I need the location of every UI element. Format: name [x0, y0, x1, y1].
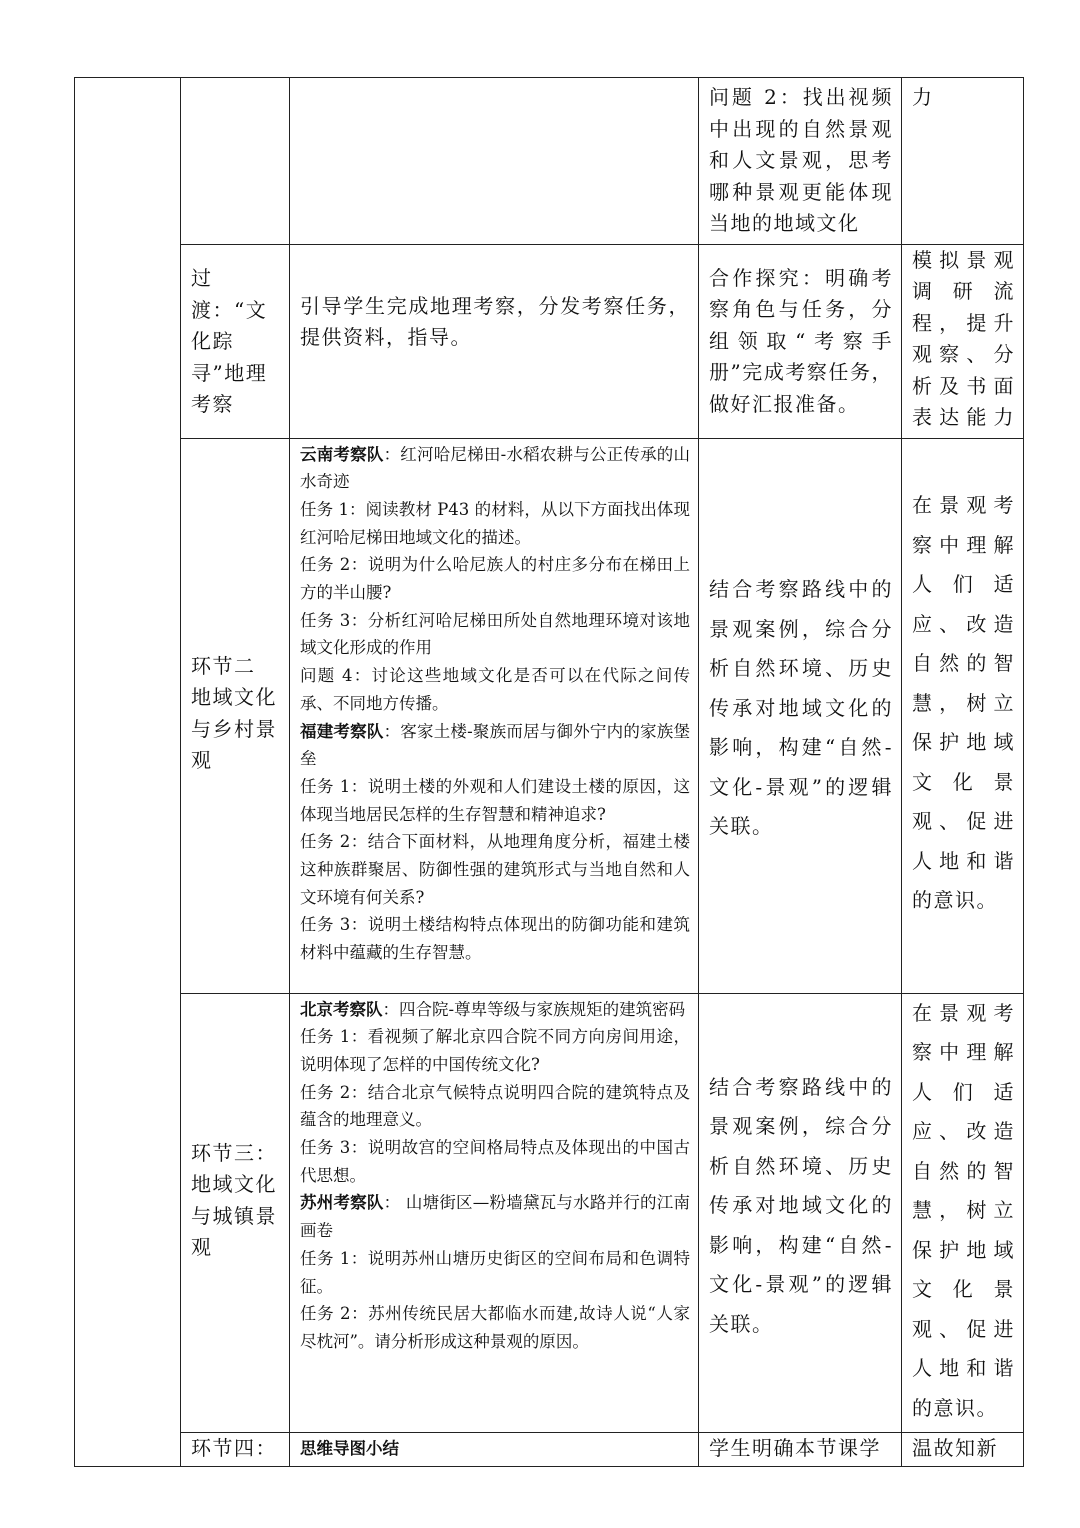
stage-cell	[181, 244, 290, 438]
task-line: 任务 3：说明土楼结构特点体现出的防御功能和建筑材料中蕴藏的生存智慧。	[300, 915, 690, 963]
student-activity-text: 问题 2：找出视频中出现的自然景观和人文景观，思考哪种景观更能体现当地的地域文化	[709, 85, 893, 235]
task-line: 任务 2：结合北京气候特点说明四合院的建筑特点及蕴含的地理意义。	[300, 1082, 690, 1130]
teacher-activity-cell	[290, 1433, 699, 1467]
student-activity-text: 结合考察路线中的景观案例，综合分析自然环境、历史传承对地域文化的影响，构建“自然-文化-景观”的逻辑关联。	[709, 577, 893, 839]
stage-cell	[181, 993, 290, 1433]
design-intent-text: 温故知新	[912, 1436, 998, 1460]
design-intent-text: 在景观考察中理解人们适应、改造自然的智慧，树立保护地域文化景观、促进人地和谐的意识。	[912, 1000, 1015, 1420]
team-name: 苏州考察队	[300, 1193, 384, 1213]
task-line: 苏州考察队： 山塘街区—粉墙黛瓦与水路并行的江南画卷	[300, 1193, 691, 1241]
design-intent-cell	[902, 78, 1024, 245]
team-name: 福建考察队	[300, 721, 384, 741]
task-line: 任务 1：说明苏州山塘历史街区的空间布局和色调特征。	[300, 1248, 690, 1296]
stage-text: 过渡：“文化踪寻”地理考察	[191, 266, 268, 417]
task-line: 云南考察队：红河哈尼梯田-水稻农耕与公正传承的山水奇迹	[300, 444, 691, 492]
task-line: 任务 1：看视频了解北京四合院不同方向房间用途，说明体现了怎样的中国传统文化?	[300, 1027, 690, 1074]
teacher-activity-cell	[290, 993, 699, 1433]
lesson-plan-table	[74, 77, 1024, 1467]
stage-text: 环节二 地域文化与乡村景观	[191, 653, 277, 772]
design-intent-cell	[902, 1433, 1024, 1467]
stage-cell	[181, 78, 290, 245]
table-row	[75, 78, 1024, 245]
stage-text: 环节三：地域文化与城镇景观	[191, 1140, 277, 1260]
student-activity-cell	[699, 993, 902, 1433]
student-activity-cell	[699, 1433, 902, 1467]
student-activity-text: 学生明确本节课学	[709, 1436, 881, 1460]
team-name: 北京考察队	[300, 999, 383, 1019]
task-line: 任务 3：分析红河哈尼梯田所处自然地理环境对该地域文化形成的作用	[300, 610, 690, 658]
student-activity-text: 合作探究：明确考察角色与任务，分组领取“考察手册”完成考察任务，做好汇报准备。	[709, 265, 893, 416]
design-intent-cell	[902, 993, 1024, 1433]
student-activity-cell	[699, 78, 902, 245]
student-activity-text: 结合考察路线中的景观案例，综合分析自然环境、历史传承对地域文化的影响，构建“自然-文化-景观”的逻辑关联。	[709, 1074, 893, 1336]
design-intent-text: 模拟景观调研流程，提升观察、分析及书面表达能力	[912, 247, 1015, 429]
student-activity-cell	[699, 244, 902, 438]
design-intent-text: 在景观考察中理解人们适应、改造自然的智慧，树立保护地域文化景观、促进人地和谐的意识。	[912, 493, 1015, 913]
design-intent-cell	[902, 438, 1024, 993]
stage-text: 环节四：	[191, 1436, 277, 1460]
design-intent-text: 力	[912, 85, 934, 109]
task-line: 任务 1：说明土楼的外观和人们建设土楼的原因，这体现当地居民怎样的生存智慧和精神追求?	[300, 776, 690, 824]
teacher-activity-cell	[290, 78, 699, 245]
task-line: 任务 2：说明为什么哈尼族人的村庄多分布在梯田上方的半山腰?	[300, 555, 690, 603]
stage-cell	[181, 1433, 290, 1467]
table-row	[75, 244, 1024, 438]
table-row	[75, 1433, 1024, 1467]
task-line: 任务 3：说明故宫的空间格局特点及体现出的中国古代思想。	[300, 1138, 690, 1185]
student-activity-cell	[699, 438, 902, 993]
design-intent-cell	[902, 244, 1024, 438]
task-line: 任务 1：阅读教材 P43 的材料，从以下方面找出体现红河哈尼梯田地域文化的描述。	[300, 499, 690, 547]
teacher-activity-text: 引导学生完成地理考察，分发考察任务，提供资料，指导。	[300, 293, 690, 349]
table-row	[75, 438, 1024, 993]
task-line: 北京考察队：四合院-尊卑等级与家族规矩的建筑密码	[300, 999, 686, 1019]
task-line: 问题 4：讨论这些地域文化是否可以在代际之间传承、不同地方传播。	[300, 666, 690, 713]
teacher-activity-cell	[290, 244, 699, 438]
task-line: 任务 2：结合下面材料，从地理角度分析，福建土楼这种族群聚居、防御性强的建筑形式与当地自然和人文环境有何关系?	[300, 832, 690, 907]
teacher-activity-cell	[290, 438, 699, 993]
blank-left-column	[75, 78, 181, 1467]
task-line: 任务 2：苏州传统民居大都临水而建,故诗人说“人家尽枕河”。请分析形成这种景观的原因。	[300, 1304, 690, 1351]
table-row	[75, 993, 1024, 1433]
stage-cell	[181, 438, 290, 993]
team-name: 云南考察队	[300, 444, 384, 464]
summary-heading: 思维导图小结	[300, 1439, 399, 1458]
task-line: 福建考察队：客家土楼-聚族而居与御外宁内的家族堡垒	[300, 721, 691, 769]
